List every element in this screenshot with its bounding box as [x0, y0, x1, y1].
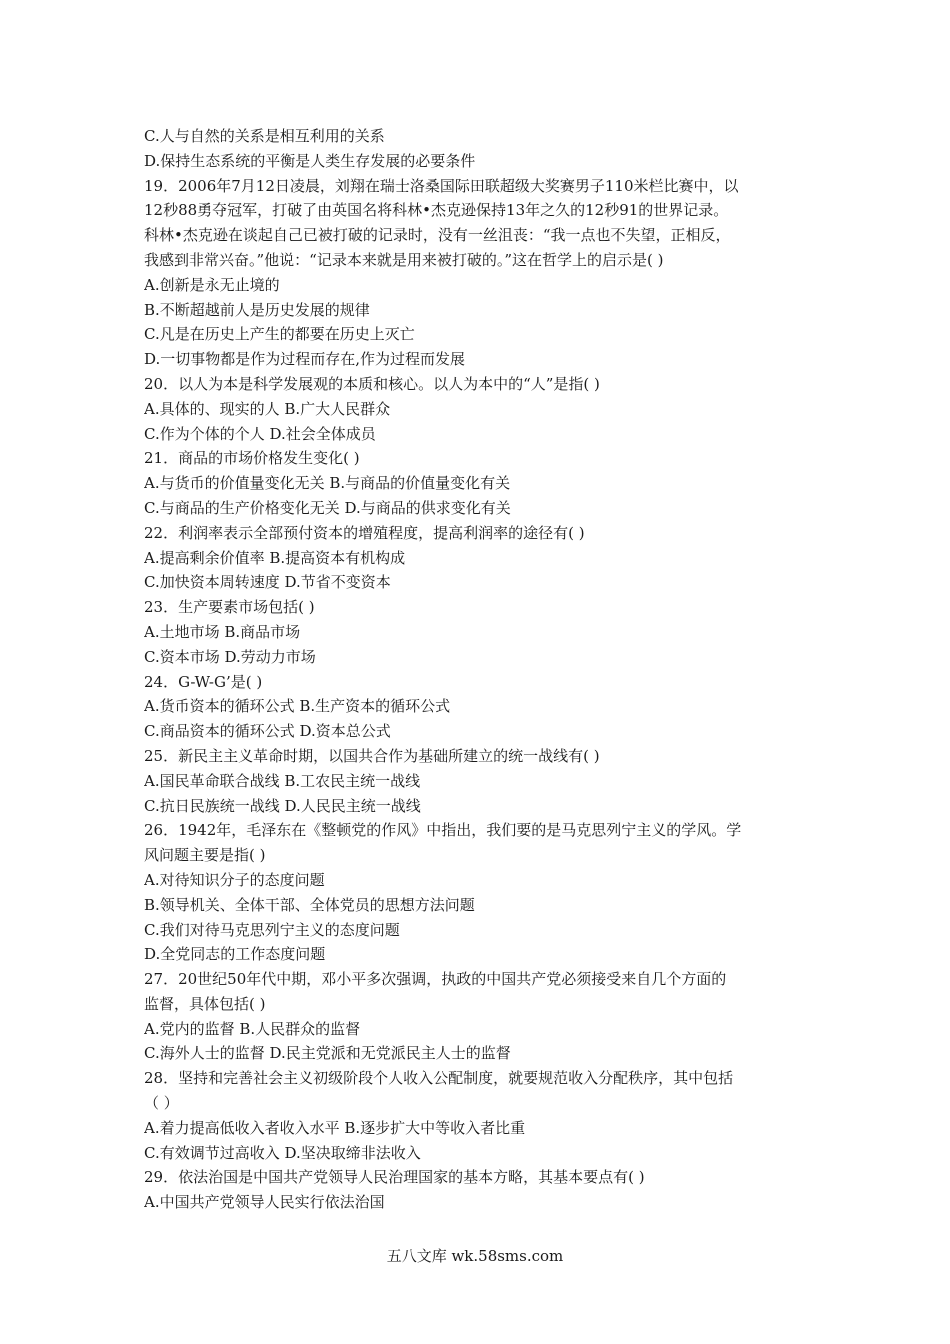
text-line: A.与货币的价值量变化无关 B.与商品的价值量变化有关 — [144, 474, 511, 493]
text-line: 25．新民主主义革命时期，以国共合作为基础所建立的统一战线有( ) — [144, 746, 600, 765]
text-line: C.作为个体的个人 D.社会全体成员 — [144, 424, 376, 443]
text-line: 26．1942年，毛泽东在《整顿党的作风》中指出，我们要的是马克思列宁主义的学风。学 — [144, 821, 742, 840]
text-line: 我感到非常兴奋。”他说：“记录本来就是用来被打破的。”这在哲学上的启示是( ) — [144, 250, 664, 269]
text-line: C.抗日民族统一战线 D.人民民主统一战线 — [144, 796, 421, 815]
text-line: A.对待知识分子的态度问题 — [144, 870, 325, 889]
text-line: C.凡是在历史上产生的都要在历史上灭亡 — [144, 325, 415, 344]
text-line: 科林•杰克逊在谈起自己已被打破的记录时，没有一丝沮丧：“我一点也不失望，正相反， — [144, 226, 731, 245]
text-line: 24．G-W-G’是( ) — [144, 672, 263, 691]
text-line: 监督，具体包括( ) — [144, 994, 266, 1013]
page-footer: 五八文库 wk.58sms.com — [386, 1247, 564, 1265]
text-line: D.保持生态系统的平衡是人类生存发展的必要条件 — [144, 151, 476, 170]
text-line: A.土地市场 B.商品市场 — [144, 622, 301, 641]
text-line: D.全党同志的工作态度问题 — [144, 945, 326, 964]
text-line: 23．生产要素市场包括( ) — [144, 598, 315, 617]
text-line: 27．20世纪50年代中期，邓小平多次强调，执政的中国共产党必须接受来自几个方面的 — [144, 970, 727, 989]
text-line: B.领导机关、全体干部、全体党员的思想方法问题 — [144, 895, 475, 914]
text-line: （ ） — [144, 1094, 179, 1113]
document-body — [144, 124, 816, 1215]
text-line: 19．2006年7月12日凌晨，刘翔在瑞士洛桑国际田联超级大奖赛男子110米栏比赛中，以 — [144, 176, 739, 195]
text-line: A.提高剩余价值率 B.提高资本有机构成 — [144, 548, 406, 567]
text-line: C.我们对待马克思列宁主义的态度问题 — [144, 920, 400, 939]
text-line: A.创新是永无止境的 — [144, 275, 280, 294]
text-line: C.资本市场 D.劳动力市场 — [144, 647, 316, 666]
text-line: C.有效调节过高收入 D.坚决取缔非法收入 — [144, 1143, 421, 1162]
text-line: C.加快资本周转速度 D.节省不变资本 — [144, 573, 391, 592]
text-line: 20．以人为本是科学发展观的本质和核心。以人为本中的“人”是指( ) — [144, 374, 600, 393]
text-line: 28．坚持和完善社会主义初级阶段个人收入公配制度，就要规范收入分配秩序，其中包括 — [144, 1069, 734, 1088]
text-line: C.海外人士的监督 D.民主党派和无党派民主人士的监督 — [144, 1044, 511, 1063]
text-line: A.党内的监督 B.人民群众的监督 — [144, 1019, 361, 1038]
text-line: A.具体的、现实的人 B.广大人民群众 — [144, 399, 391, 418]
text-line: D.一切事物都是作为过程而存在,作为过程而发展 — [144, 350, 466, 369]
text-line: C.与商品的生产价格变化无关 D.与商品的供求变化有关 — [144, 498, 511, 517]
text-line: A.国民革命联合战线 B.工农民主统一战线 — [144, 771, 421, 790]
text-line: 21．商品的市场价格发生变化( ) — [144, 449, 360, 468]
text-line: 风问题主要是指( ) — [144, 846, 266, 865]
text-line: A.着力提高低收入者收入水平 B.逐步扩大中等收入者比重 — [144, 1118, 526, 1137]
text-line: A.货币资本的循环公式 B.生产资本的循环公式 — [144, 697, 451, 716]
text-line: C.商品资本的循环公式 D.资本总公式 — [144, 722, 391, 741]
text-line: C.人与自然的关系是相互利用的关系 — [144, 127, 385, 145]
text-line: 29．依法治国是中国共产党领导人民治理国家的基本方略，其基本要点有( ) — [144, 1168, 645, 1187]
text-line: B.不断超越前人是历史发展的规律 — [144, 300, 370, 319]
text-line: 22．利润率表示全部预付资本的增殖程度，提高利润率的途径有( ) — [144, 523, 585, 542]
text-line: A.中国共产党领导人民实行依法治国 — [144, 1193, 385, 1212]
text-line: 12秒88勇夺冠军，打破了由英国名将科林•杰克逊保持13年之久的12秒91的世界记录。 — [144, 201, 729, 220]
